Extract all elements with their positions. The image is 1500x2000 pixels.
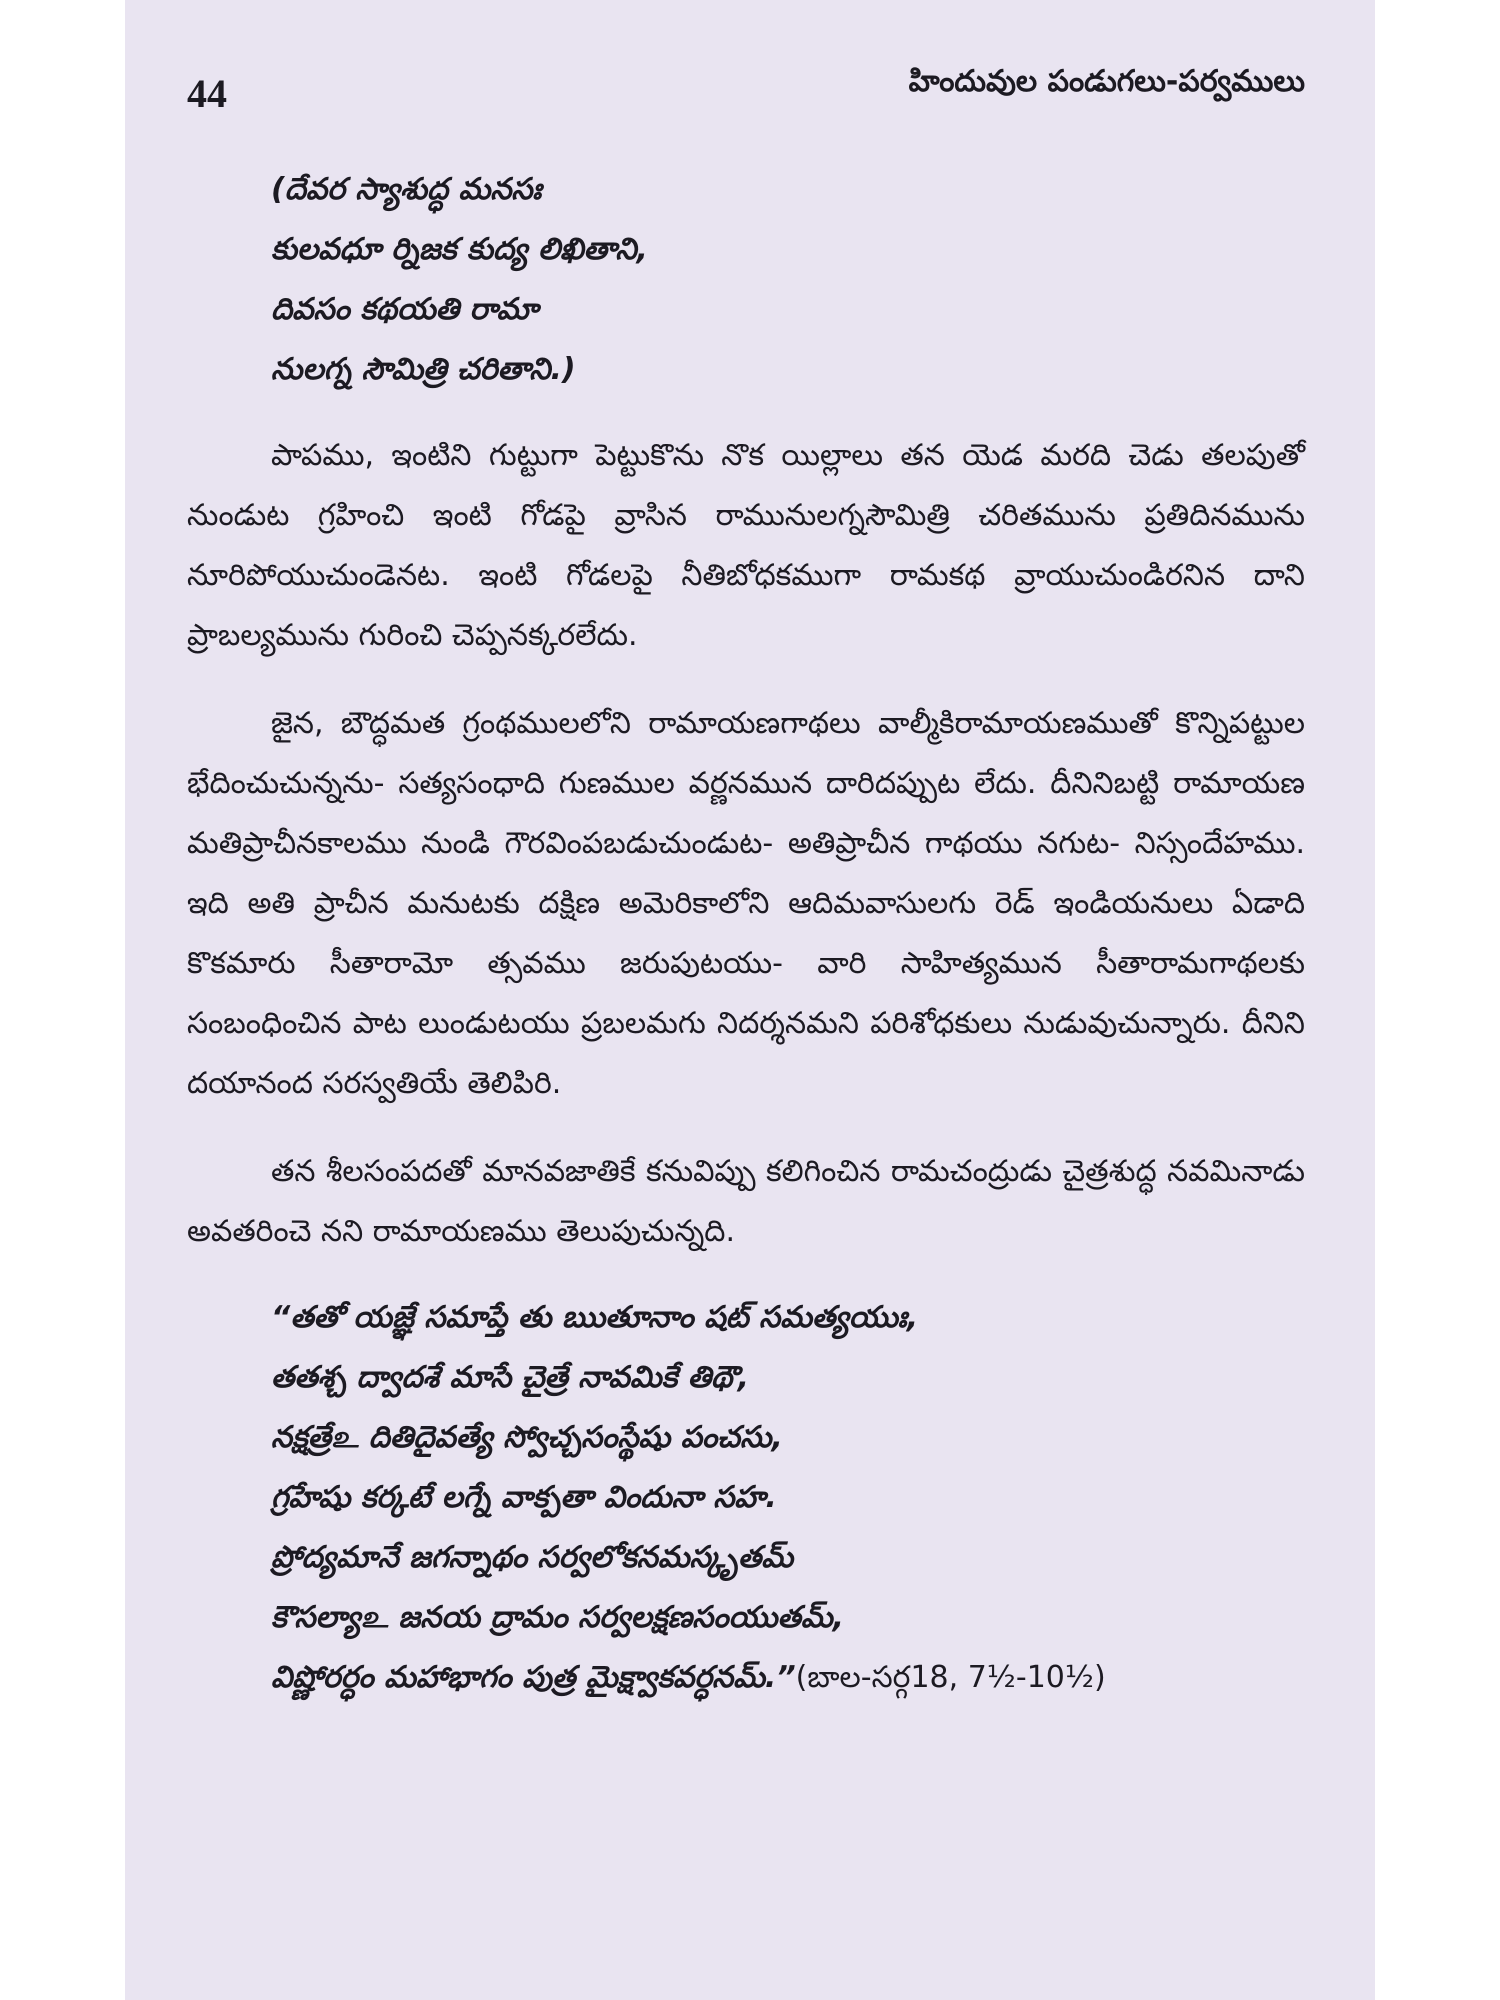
verse-line: గ్రహేషు కర్కటే లగ్నే వాక్పతా విందునా సహ. [271, 1480, 777, 1515]
verse-line: కులవధూ ర్నిజక కుద్య లిఖితాని, [271, 232, 648, 267]
verse-line: నక్షత్రేஉ దితిదైవత్యే స్వోచ్చసంస్థేషు పంచసు, [271, 1420, 783, 1455]
verse-line: నులగ్న సౌమిత్రి చరితాని.) [271, 352, 576, 387]
paragraph: జైన, బౌద్ధమత గ్రంథములలోని రామాయణగాథలు వాల్మీకిరామాయణముతో కొన్నిపట్టుల భేదించుచున్నను- సత్యసంధాది గుణముల వర్ణనమున దారిదప్పుట లేదు. దీనినిబట్టి రామాయణ మతిప్రాచీనకాలము నుండి గౌరవింపబడుచుండుట- అతిప్రాచీన గాథయు నగుట- నిస్సందేహము. ఇది అతి ప్రాచీన మనుటకు దక్షిణ అమెరికాలోని ఆదిమవాసులగు రెడ్ ఇండియనులు ఏడాది కొకమారు సీతారామో త్సవము జరుపుటయు- వారి సాహిత్యమున సీతారామగాథలకు సంబంధించిన పాట లుండుటయు ప్రబలమగు నిదర్శనమని పరిశోధకులు నుడువుచున్నారు. దీనిని దయానంద సరస్వతియే తెలిపిరి. [187, 706, 1305, 1101]
verse-line: “తతో యజ్ఞే సమాప్తే తు ఋతూనాం షట్ సమత్యయుః, [271, 1300, 919, 1335]
verse-line: (దేవర స్యాశుద్ధ మనసః [271, 172, 542, 207]
paragraph: పాపము, ఇంటిని గుట్టుగా పెట్టుకొను నొక యిల్లాలు తన యెడ మరది చెడు తలపుతో నుండుట గ్రహించి ఇంటి గోడపై వ్రాసిన రామునులగ్నసౌమిత్రి చరితమును ప్రతిదినమును నూరిపోయుచుండెనట. ఇంటి గోడలపై నీతిబోధకముగా రామకథ వ్రాయుచుండిరనిన దాని ప్రాబల్యమును గురించి చెప్పనక్కరలేదు. [187, 438, 1305, 653]
verse-line-text: విష్ణోరర్ధం మహాభాగం పుత్ర మైక్ష్వాకవర్ధనమ్.” [271, 1660, 796, 1695]
paragraph: తన శీలసంపదతో మానవజాతికే కనువిప్పు కలిగించిన రామచంద్రుడు చైత్రశుద్ధ నవమినాడు అవతరించె నని రామాయణము తెలుపుచున్నది. [187, 1154, 1305, 1249]
page-header [187, 62, 1305, 122]
running-title: హిందువుల పండుగలు-పర్వములు [908, 64, 1305, 99]
sanskrit-verse-1 [271, 160, 1305, 400]
verse-line-last [271, 1648, 1305, 1708]
verse-line: తతశ్చ ద్వాదశే మాసే చైత్రే నావమికే తిథౌ, [271, 1360, 749, 1395]
page-number: 44 [187, 71, 227, 116]
page-content [187, 160, 1305, 1708]
verse-line: ప్రోద్యమానే జగన్నాథం సర్వలోకనమస్కృతమ్ [271, 1540, 794, 1575]
verse-citation: (బాల-సర్గ18, 7½-10½) [795, 1660, 1106, 1695]
verse-line: కౌసల్యాஉ జనయ ద్రామం సర్వలక్షణసంయుతమ్, [271, 1600, 845, 1635]
book-page [125, 0, 1375, 2000]
sanskrit-verse-2 [271, 1288, 1305, 1708]
verse-line: దివసం కథయతి రామా [271, 292, 539, 327]
